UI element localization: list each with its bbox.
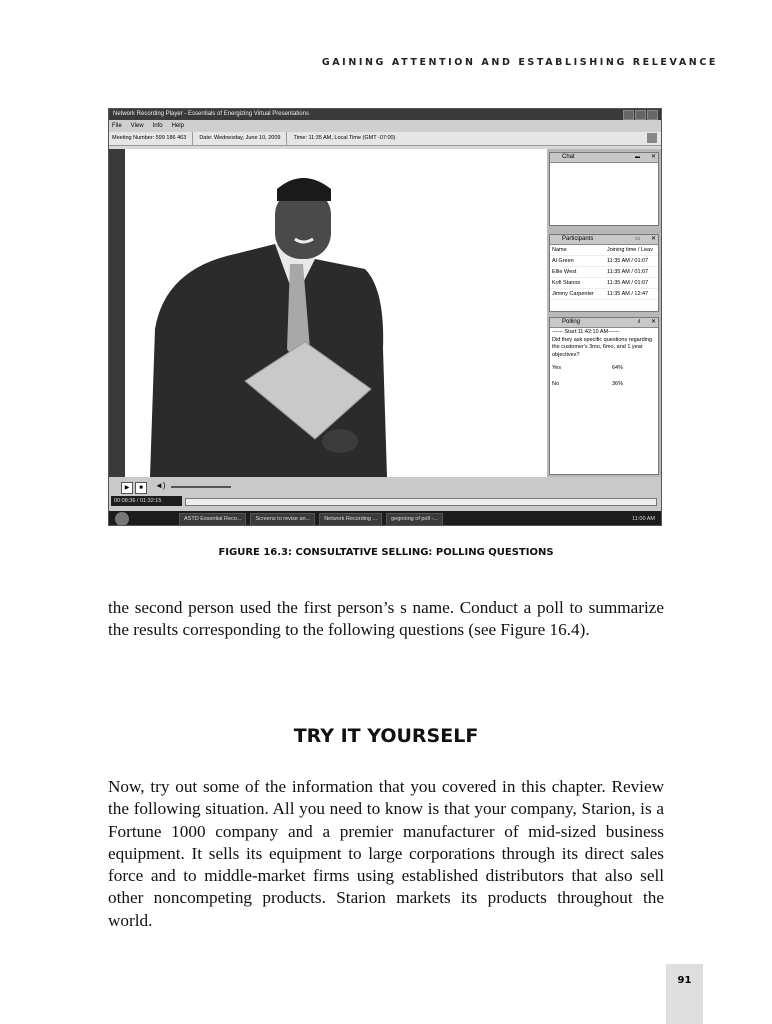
polling-pane [549, 317, 659, 475]
participant-name: Kofi Stanos [552, 280, 581, 286]
volume-slider [171, 486, 231, 488]
window-controls [623, 110, 658, 120]
figure-caption: FIGURE 16.3: CONSULTATIVE SELLING: POLLING QUESTIONS [218, 547, 554, 558]
participant-time: 11:35 AM / 12:47 [607, 291, 649, 297]
menu-bar [109, 120, 661, 132]
col-joining-time: Joining time / Leav [607, 247, 653, 253]
poll-answer-label: No [552, 380, 560, 387]
chat-header [550, 153, 658, 163]
poll-start: ------ Start:11:42:10 AM------ [552, 329, 620, 335]
taskbar-item: Screens to revise an... [250, 513, 315, 526]
poll-answer-value: 64% [612, 365, 624, 371]
maximize-icon [635, 110, 646, 120]
meeting-time: Time: 11:35 AM, Local Time (GMT -07:00) [293, 135, 396, 141]
figure-screenshot [108, 108, 662, 526]
participant-row [550, 278, 658, 289]
taskbar-clock: 11:00 AM [632, 516, 655, 522]
participant-name: Ellie West [552, 269, 577, 275]
playback-time: 00:08:36 / 01:32:15 [111, 496, 182, 506]
windows-taskbar [109, 511, 661, 526]
chat-pane [549, 152, 659, 226]
participants-header [550, 235, 658, 245]
participant-time: 11:35 AM / 01:07 [607, 258, 649, 264]
right-panel [547, 149, 661, 477]
meeting-date: Date: Wednesday, June 10, 2009 [199, 132, 287, 145]
participant-row [550, 256, 658, 267]
participants-pane [549, 234, 659, 312]
left-strip [109, 149, 125, 477]
menu-file: File [112, 123, 122, 129]
close-icon [647, 110, 658, 120]
running-header: GAINING ATTENTION AND ESTABLISHING RELEVANCE [321, 57, 718, 68]
volume-icon: ◄) [155, 481, 166, 490]
poll-answer-value: 36% [612, 380, 624, 387]
menu-info: Info [152, 123, 163, 129]
polling-close-icon: ✕ [650, 319, 656, 325]
play-icon: ▶ [121, 482, 133, 494]
window-titlebar [109, 109, 661, 120]
section-heading: TRY IT YOURSELF [293, 725, 479, 747]
presenter-photo [125, 149, 553, 477]
participants-title: Participants [562, 236, 594, 242]
poll-answer-label: Yes [552, 365, 561, 371]
window-title: Network Recording Player - Essentials of Energizing Virtual Presentations [113, 111, 309, 117]
chat-bubble-icon: ▬ [635, 154, 640, 160]
participant-row [550, 267, 658, 278]
poll-answer-row [552, 381, 656, 389]
menu-help: Help [171, 123, 184, 129]
participants-list-icon: ▭ [635, 236, 640, 242]
taskbar-item: Network Recording ... [319, 513, 382, 526]
seek-bar [185, 498, 657, 506]
info-icon [647, 133, 657, 143]
video-stage [125, 149, 553, 477]
taskbar-item: ASTD Essential Reco... [179, 513, 246, 526]
chat-close-icon: ✕ [650, 154, 656, 160]
poll-question: Did they ask specific questions regarding the customer's 3mo, 6mo, and 1 year objectives? [552, 336, 652, 358]
polling-header [550, 318, 658, 328]
minimize-icon [623, 110, 634, 120]
participants-close-icon: ✕ [650, 236, 656, 242]
page-number: 91 [666, 964, 703, 1024]
playback-controls [109, 477, 661, 526]
taskbar-item: gegnning of poll -... [386, 513, 443, 526]
participant-name: Jimmy Carpenter [552, 291, 594, 297]
meeting-number: Meeting Number: 599 186 463 [112, 132, 193, 145]
participants-header-row [550, 245, 658, 256]
body-paragraph-1: the second person used the first person’s s name. Conduct a poll to summarize the results corresponding to the following questions (see Figure 16.4). [108, 598, 664, 640]
chat-title: Chat [562, 154, 575, 160]
participant-time: 11:35 AM / 01:07 [607, 269, 649, 275]
polling-title: Polling [562, 319, 581, 325]
participant-time: 11:35 AM / 01:07 [607, 280, 649, 286]
meeting-info-bar [109, 132, 661, 146]
body-paragraph-2: Now, try out some of the information that you covered in this chapter. Review the following situation. All you need to know is that your company, Starion, is a Fortune 1000 company and a premier manufacturer of mid-sized business equipment. It sells its equipment to large corporations through its direct sales force and to middle-market firms using established distributors that also sell other noncompeting products. Starion markets its products throughout the world. [108, 777, 664, 930]
poll-answer-row [552, 365, 656, 373]
stop-icon: ■ [135, 482, 147, 494]
participant-row [550, 289, 658, 300]
col-name: Name [552, 247, 567, 253]
menu-view: View [130, 123, 144, 129]
participant-name: Al Green [552, 258, 574, 264]
polling-chart-icon: ıl [637, 319, 640, 325]
start-icon [115, 512, 129, 526]
